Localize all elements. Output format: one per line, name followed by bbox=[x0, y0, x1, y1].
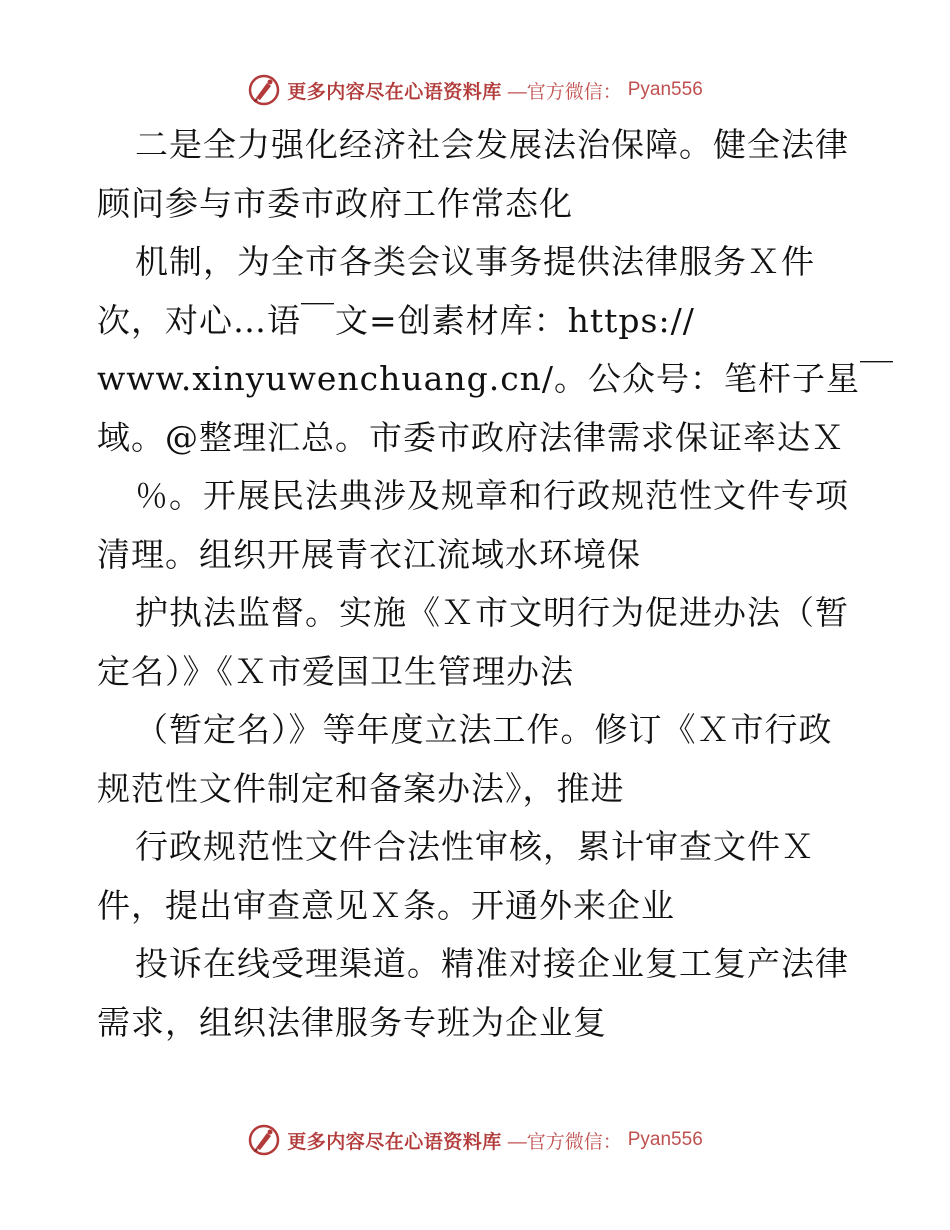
body-line: 域。@整理汇总。市委市政府法律需求保证率达Ｘ bbox=[97, 417, 845, 457]
body-line: 规范性文件制定和备案办法》，推进 bbox=[97, 768, 625, 808]
footer-banner-separator: —官方微信： bbox=[507, 1131, 622, 1153]
header-banner-title: 更多内容尽在心语资料库 bbox=[287, 80, 502, 103]
body-line: 清理。组织开展青衣江流域水环境保 bbox=[97, 534, 641, 574]
body-line: 件，提出审查意见Ｘ条。开通外来企业 bbox=[97, 885, 675, 925]
document-body bbox=[97, 116, 895, 1052]
body-line: 机制，为全市各类会议事务提供法律服务Ｘ件 bbox=[135, 242, 815, 281]
body-line: 二是全力强化经济社会发展法治保障。健全法律 bbox=[135, 125, 849, 164]
body-line: ％。开展民法典涉及规章和行政规范性文件专项 bbox=[135, 476, 849, 515]
body-line: （暂定名）》等年度立法工作。修订《Ｘ市行政 bbox=[135, 710, 833, 749]
body-line: www.xinyuwenchuang.cn/。公众号：笔杆子星￣ bbox=[97, 359, 895, 398]
body-line: 护执法监督。实施《Ｘ市文明行为促进办法（暂 bbox=[135, 593, 849, 632]
footer-banner-title: 更多内容尽在心语资料库 bbox=[287, 1130, 502, 1153]
header-banner-separator: —官方微信： bbox=[507, 81, 622, 103]
body-line: 顾问参与市委市政府工作常态化 bbox=[97, 183, 573, 223]
body-line: 投诉在线受理渠道。精准对接企业复工复产法律 bbox=[135, 944, 849, 983]
footer-banner bbox=[0, 1120, 950, 1160]
body-line: 需求，组织法律服务专班为企业复 bbox=[97, 1002, 607, 1042]
header-banner-wechat-id: Pyan556 bbox=[627, 79, 703, 100]
pen-logo-icon bbox=[247, 1123, 281, 1157]
footer-banner-wechat-id: Pyan556 bbox=[627, 1129, 703, 1150]
header-banner bbox=[0, 70, 950, 110]
body-line: 定名）》《Ｘ市爱国卫生管理办法 bbox=[97, 651, 574, 691]
body-line: 次，对心…语￣文=创素材库：https:// bbox=[97, 300, 695, 340]
pen-logo-icon bbox=[247, 73, 281, 107]
body-line: 行政规范性文件合法性审核，累计审查文件Ｘ bbox=[135, 827, 815, 866]
